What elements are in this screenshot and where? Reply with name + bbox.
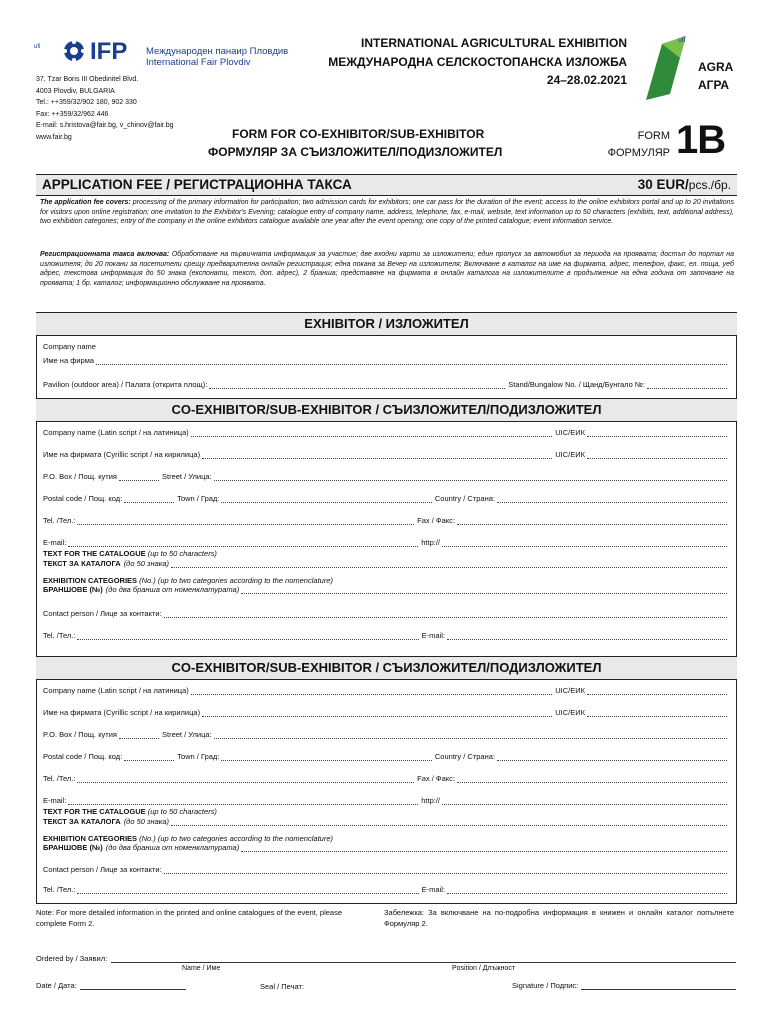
catalogue-en-title: TEXT FOR THE CATALOGUE — [43, 549, 146, 558]
catalogue-en-label — [43, 807, 217, 816]
fee-covers-bg — [40, 250, 734, 288]
svg-text:ufi: ufi — [678, 37, 686, 44]
catalogue-bg-row — [43, 817, 727, 826]
postal-label: Postal code / Пощ. код: — [43, 752, 123, 761]
organizer-address — [36, 74, 174, 144]
http-label: http:// — [421, 538, 440, 547]
note-bg: Забележка: За включване на по-подробна информация в книжен и онлайн каталог попълнете Формуляр 2. — [384, 908, 734, 928]
tel-label: Tel. /Тел.: — [43, 885, 76, 894]
fee-title: APPLICATION FEE / РЕГИСТРАЦИОННА ТАКСА — [42, 177, 352, 192]
ordered-by-field[interactable] — [111, 955, 736, 963]
form-number: 1B — [676, 118, 726, 162]
fax-label: Fax / Факс: — [417, 774, 455, 783]
exhibitor-company-field[interactable] — [96, 357, 727, 365]
signature-label: Signature / Подпис: — [512, 981, 579, 990]
uic-field[interactable] — [587, 709, 727, 717]
signature-field[interactable] — [581, 982, 736, 990]
postal-field[interactable] — [124, 753, 174, 761]
uic-field[interactable] — [587, 687, 727, 695]
email-field[interactable] — [68, 539, 418, 547]
company-latin-row — [43, 428, 727, 437]
company-cyr-label: Име на фирмата (Cyrillic script / на кирилица) — [43, 708, 201, 717]
fee-price-unit: pcs./бр. — [688, 178, 731, 192]
tel-label: Tel. /Тел.: — [43, 631, 76, 640]
categories-field[interactable] — [241, 586, 727, 594]
contact-email-field[interactable] — [447, 886, 727, 894]
contact-field[interactable] — [164, 610, 727, 618]
contact-label: Contact person / Лице за контакти: — [43, 865, 162, 874]
tel-field[interactable] — [77, 517, 414, 525]
tel-label: Tel. /Тел.: — [43, 774, 76, 783]
coexhibitor-2-panel — [36, 680, 737, 904]
postal-field[interactable] — [124, 495, 174, 503]
address-line: Fax: ++359/32/962 446 — [36, 110, 109, 118]
company-latin-field[interactable] — [191, 429, 552, 437]
categories-bg-note: (до два бранша от номенклатурата) — [105, 843, 240, 852]
ifp-logo-text: IFP — [90, 38, 128, 65]
company-cyr-field[interactable] — [202, 451, 552, 459]
address-row — [43, 472, 727, 481]
categories-en-title: EXHIBITION CATEGORIES — [43, 834, 138, 843]
exhibitor-title: EXHIBITOR / ИЗЛОЖИТЕЛ — [304, 316, 469, 331]
agra-brand-bg: АГРА — [698, 78, 730, 92]
country-label: Country / Страна: — [434, 752, 495, 761]
name-caption: Name / Име — [182, 965, 221, 972]
contact-row — [43, 865, 727, 874]
catalogue-bg-row — [43, 559, 727, 568]
stand-label: Stand/Bungalow No. / Щанд/Бунгало №: — [508, 380, 645, 389]
agra-brand-en: AGRA — [698, 60, 734, 74]
svg-text:ufi: ufi — [34, 44, 41, 50]
country-field[interactable] — [497, 495, 727, 503]
street-field[interactable] — [214, 731, 727, 739]
fee-covers-bg-text: Обработване на първичната информация за участие; две входни карти за изложители; един пропуск за автомобил за периода на проявата; достъп до портал на изложителя; до 20 покани за посетители срещу предварителна онлайн регистрация; една покана за Вечер на изложителя; Включване в каталог на име на фирмата, адрес, телефон, факс, ел. поща, уеб адрес, текстова информация до 50 знака (експонати, текст, доп. адрес), 2 бранша; представяне на фирмата в онлайн каталога на изложителите в продължение на една година от започване на проявата; 1 бр. каталог; информационно обслужване на проявата. — [40, 251, 735, 287]
organizer-name-bg: Международен панаир Пловдив — [146, 46, 289, 57]
seal-label: Seal / Печат: — [260, 982, 305, 991]
coexhibitor-1-header — [36, 398, 737, 422]
tel-row — [43, 774, 727, 783]
fee-price — [638, 177, 731, 192]
pobox-label: P.O. Box / Пощ. кутия — [43, 472, 117, 481]
exhibitor-company-row — [43, 356, 727, 365]
postal-row — [43, 494, 727, 503]
ordered-by-row — [36, 954, 736, 963]
exhibitor-company-label-en: Company name — [43, 342, 96, 351]
note-en: Note: For more detailed information in the printed and online catalogues of the event, please complete Form 2. — [36, 908, 343, 928]
street-label: Street / Улица: — [162, 472, 212, 481]
company-cyr-label: Име на фирмата (Cyrillic script / на кирилица) — [43, 450, 201, 459]
street-label: Street / Улица: — [162, 730, 212, 739]
http-field[interactable] — [442, 797, 727, 805]
contact-tel-row — [43, 885, 727, 894]
categories-en-label — [43, 834, 333, 843]
email-label: E-mail: — [43, 538, 67, 547]
company-cyr-field[interactable] — [202, 709, 552, 717]
town-label: Town / Град: — [177, 752, 220, 761]
form-title-bg: ФОРМУЛЯР ЗА СЪИЗЛОЖИТЕЛ/ПОДИЗЛОЖИТЕЛ — [208, 145, 503, 159]
date-label: Date / Дата: — [36, 981, 77, 990]
email-label: E-mail: — [421, 631, 445, 640]
pobox-label: P.O. Box / Пощ. кутия — [43, 730, 117, 739]
signature-row — [512, 981, 736, 990]
tel-label: Tel. /Тел.: — [43, 516, 76, 525]
tel-field[interactable] — [77, 775, 414, 783]
date-field[interactable] — [80, 982, 186, 990]
postal-row — [43, 752, 727, 761]
catalogue-field[interactable] — [171, 560, 727, 568]
uic-label: UIC/ЕИК — [555, 450, 585, 459]
company-cyr-row — [43, 708, 727, 717]
categories-bg-title: БРАНШОВЕ (№) — [43, 585, 103, 594]
street-field[interactable] — [214, 473, 727, 481]
exhibition-dates: 24–28.02.2021 — [546, 73, 627, 87]
catalogue-en-note: (up to 50 characters) — [147, 549, 217, 558]
country-field[interactable] — [497, 753, 727, 761]
contact-email-field[interactable] — [447, 632, 727, 640]
address-row — [43, 730, 727, 739]
exhibition-title-en: INTERNATIONAL AGRICULTURAL EXHIBITION — [361, 36, 627, 50]
catalogue-field[interactable] — [171, 818, 727, 826]
pavilion-field[interactable] — [209, 381, 505, 389]
fee-covers-en-label: The application fee covers: — [40, 199, 131, 206]
fax-label: Fax / Факс: — [417, 516, 455, 525]
categories-bg-title: БРАНШОВЕ (№) — [43, 843, 103, 852]
agra-logo — [640, 30, 740, 102]
address-line: www.fair.bg — [36, 133, 72, 141]
fee-covers-en-text: processing of the primary information for participation; two admission cards for exhibitors; one car pass for the duration of the event; access to the online exhibitors portal and up to 20 invitations for visitors upon online registration; one invitation to the Exhibitor's Evening; catalogue entry of company name, address, telephone, fax, e-mail, website, text information up to 50 characters (exhibits, text, additional address), two exhibition categories; entry of the company in the online exhibitors catalogue available one year after the event opening; one copy of the printed catalogue; event information service. — [40, 199, 734, 225]
catalogue-bg-title: ТЕКСТ ЗА КАТАЛОГА — [43, 817, 121, 826]
fee-covers-bg-label: Регистрационната такса включва: — [40, 251, 170, 258]
catalogue-bg-note: (до 50 знака) — [123, 559, 170, 568]
contact-tel-field[interactable] — [77, 632, 418, 640]
fee-covers-en — [40, 198, 734, 227]
contact-tel-row — [43, 631, 727, 640]
email-label: E-mail: — [43, 796, 67, 805]
town-label: Town / Град: — [177, 494, 220, 503]
uic-label: UIC/ЕИК — [555, 686, 585, 695]
form-label-bg: ФОРМУЛЯР — [607, 147, 670, 159]
fax-field[interactable] — [457, 775, 727, 783]
postal-label: Postal code / Пощ. код: — [43, 494, 123, 503]
uic-label: UIC/ЕИК — [555, 708, 585, 717]
fee-header — [36, 174, 737, 196]
catalogue-en-title: TEXT FOR THE CATALOGUE — [43, 807, 146, 816]
address-line: E-mail: s.hristova@fair.bg, v_chinov@fair.bg — [36, 122, 174, 130]
http-field[interactable] — [442, 539, 727, 547]
email-row — [43, 538, 727, 547]
company-cyr-row — [43, 450, 727, 459]
exhibitor-company-label-bg: Име на фирма — [43, 356, 95, 365]
contact-label: Contact person / Лице за контакти: — [43, 609, 162, 618]
organizer-name-en: International Fair Plovdiv — [146, 57, 251, 68]
ifp-logo — [32, 36, 142, 66]
coexhibitor-2-title: CO-EXHIBITOR/SUB-EXHIBITOR / СЪИЗЛОЖИТЕЛ/ПОДИЗЛОЖИТЕЛ — [171, 660, 602, 675]
town-field[interactable] — [221, 753, 432, 761]
company-latin-field[interactable] — [191, 687, 552, 695]
coexhibitor-1-panel — [36, 422, 737, 656]
categories-bg-note: (до два бранша от номенклатурата) — [105, 585, 240, 594]
categories-field[interactable] — [241, 844, 727, 852]
country-label: Country / Страна: — [434, 494, 495, 503]
categories-en-title: EXHIBITION CATEGORIES — [43, 576, 138, 585]
address-line: 37, Tzar Boris III Obedinitel Blvd. — [36, 76, 139, 83]
town-field[interactable] — [221, 495, 432, 503]
fax-field[interactable] — [457, 517, 727, 525]
uic-field[interactable] — [587, 429, 727, 437]
contact-row — [43, 609, 727, 618]
pobox-field[interactable] — [119, 473, 159, 481]
contact-field[interactable] — [164, 866, 727, 874]
coexhibitor-2-header — [36, 656, 737, 680]
contact-tel-field[interactable] — [77, 886, 418, 894]
stand-field[interactable] — [647, 381, 727, 389]
address-line: 4003 Plovdiv, BULGARIA — [36, 87, 115, 95]
uic-label: UIC/ЕИК — [555, 428, 585, 437]
categories-en-note: (No.) (up to two categories according to the nomenclature) — [139, 576, 333, 585]
position-caption: Position / Длъжност — [452, 965, 516, 972]
catalogue-bg-title: ТЕКСТ ЗА КАТАЛОГА — [43, 559, 121, 568]
categories-en-note: (No.) (up to two categories according to the nomenclature) — [139, 834, 333, 843]
email-label: E-mail: — [421, 885, 445, 894]
form-title-en: FORM FOR CO-EXHIBITOR/SUB-EXHIBITOR — [232, 127, 485, 141]
exhibitor-header — [36, 312, 737, 336]
address-line: Tel.: ++359/32/902 180, 902 330 — [36, 99, 137, 107]
ordered-by-label: Ordered by / Заявил: — [36, 954, 108, 963]
pobox-field[interactable] — [119, 731, 159, 739]
company-latin-label: Company name (Latin script / на латиница) — [43, 686, 189, 695]
categories-bg-row — [43, 585, 727, 594]
exhibitor-panel — [36, 336, 737, 398]
http-label: http:// — [421, 796, 440, 805]
uic-field[interactable] — [587, 451, 727, 459]
coexhibitor-1-title: CO-EXHIBITOR/SUB-EXHIBITOR / СЪИЗЛОЖИТЕЛ/ПОДИЗЛОЖИТЕЛ — [171, 402, 602, 417]
email-row — [43, 796, 727, 805]
form-label-en: FORM — [637, 130, 670, 142]
categories-en-label — [43, 576, 333, 585]
exhibition-title-bg: МЕЖДУНАРОДНА СЕЛСКОСТОПАНСКА ИЗЛОЖБА — [328, 55, 627, 69]
fee-price-value: 30 EUR/ — [637, 177, 689, 192]
catalogue-en-label — [43, 549, 217, 558]
email-field[interactable] — [68, 797, 418, 805]
company-latin-row — [43, 686, 727, 695]
tel-row — [43, 516, 727, 525]
pavilion-label: Pavilion (outdoor area) / Палата (открита площ): — [43, 380, 208, 389]
exhibitor-pavilion-row — [43, 380, 727, 389]
catalogue-en-note: (up to 50 characters) — [147, 807, 217, 816]
categories-bg-row — [43, 843, 727, 852]
catalogue-bg-note: (до 50 знака) — [123, 817, 170, 826]
company-latin-label: Company name (Latin script / на латиница) — [43, 428, 189, 437]
date-row — [36, 981, 186, 990]
